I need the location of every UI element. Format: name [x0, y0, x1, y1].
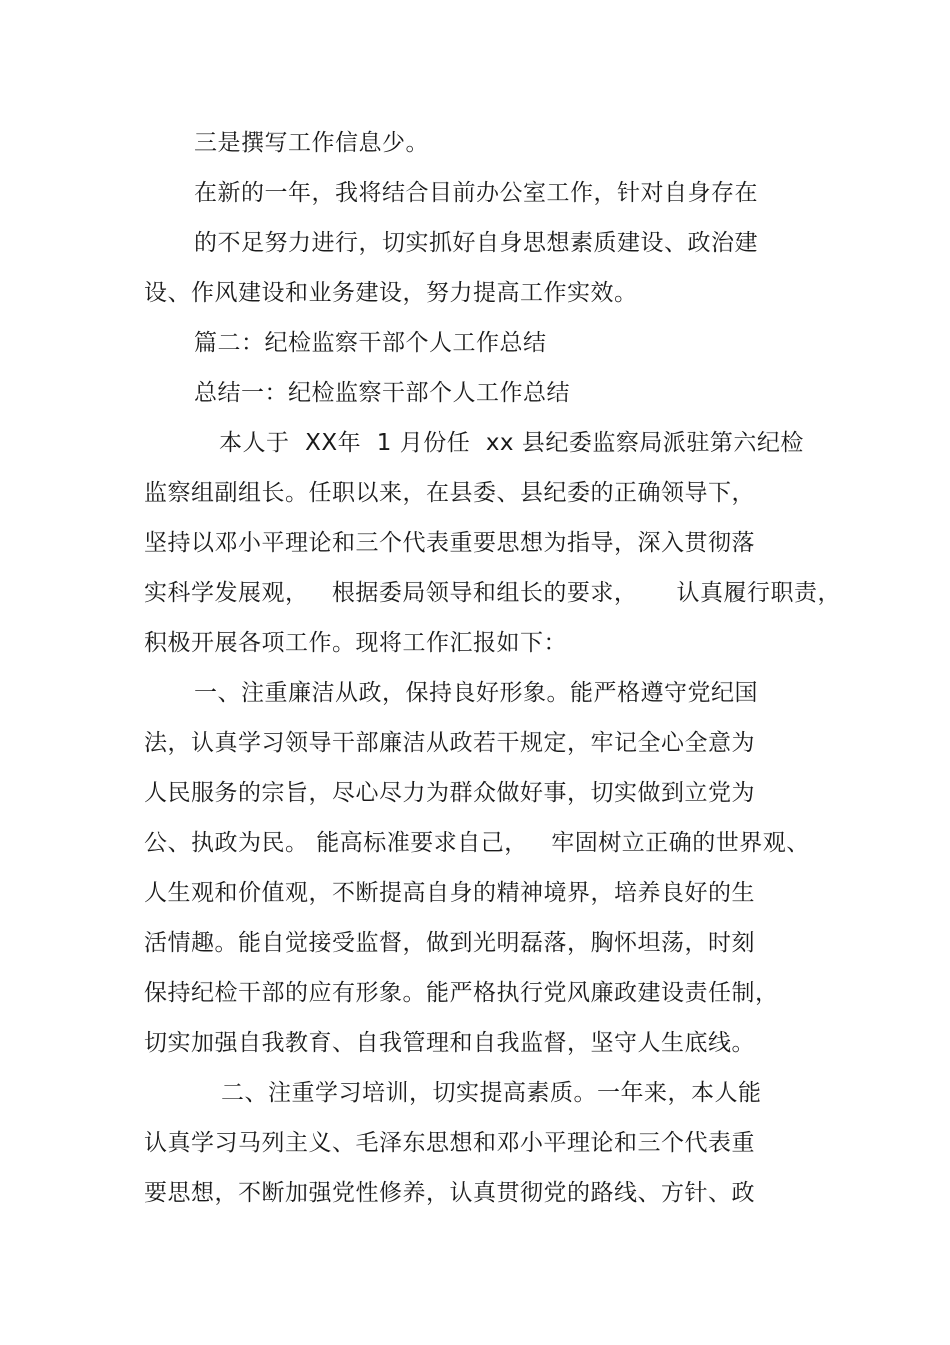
- text-line-3: 的不足努力进行，切实抓好自身思想素质建设、政治建: [194, 230, 758, 256]
- text-line-16: 人生观和价值观，不断提高自身的精神境界，培养良好的生: [144, 880, 755, 906]
- text-line-18: 保持纪检干部的应有形象。能严格执行党风廉政建设责任制，: [144, 980, 779, 1006]
- text-line-9: 坚持以邓小平理论和三个代表重要思想为指导，深入贯彻落: [144, 530, 755, 556]
- text-line-8: 监察组副组长。任职以来，在县委、县纪委的正确领导下，: [144, 480, 755, 506]
- text-line-7: 本人于 XX年 1 月份任 xx 县纪委监察局派驻第六纪检: [219, 430, 804, 456]
- text-line-1: 三是撰写工作信息少。: [194, 130, 429, 156]
- text-line-17: 活情趣。能自觉接受监督，做到光明磊落，胸怀坦荡，时刻: [144, 930, 755, 956]
- section-heading-2: 总结一：纪检监察干部个人工作总结: [194, 380, 570, 406]
- text-line-12: 一、注重廉洁从政，保持良好形象。能严格遵守党纪国: [194, 680, 758, 706]
- text-line-4: 设、作风建设和业务建设，努力提高工作实效。: [144, 280, 638, 306]
- text-line-15: 公、执政为民。 能高标准要求自己， 牢固树立正确的世界观、: [144, 830, 810, 856]
- text-line-20: 二、注重学习培训，切实提高素质。一年来，本人能: [221, 1080, 762, 1106]
- text-line-21: 认真学习马列主义、毛泽东思想和邓小平理论和三个代表重: [144, 1130, 755, 1156]
- text-line-2: 在新的一年，我将结合目前办公室工作，针对自身存在: [194, 180, 758, 206]
- text-line-13: 法，认真学习领导干部廉洁从政若干规定，牢记全心全意为: [144, 730, 755, 756]
- text-line-10: 实科学发展观， 根据委局领导和组长的要求， 认真履行职责，: [144, 580, 841, 606]
- text-line-22: 要思想，不断加强党性修养，认真贯彻党的路线、方针、政: [144, 1180, 755, 1206]
- text-line-11: 积极开展各项工作。现将工作汇报如下：: [144, 630, 567, 656]
- text-line-14: 人民服务的宗旨，尽心尽力为群众做好事，切实做到立党为: [144, 780, 755, 806]
- text-line-19: 切实加强自我教育、自我管理和自我监督，坚守人生底线。: [144, 1030, 755, 1056]
- section-heading-1: 篇二：纪检监察干部个人工作总结: [194, 330, 547, 356]
